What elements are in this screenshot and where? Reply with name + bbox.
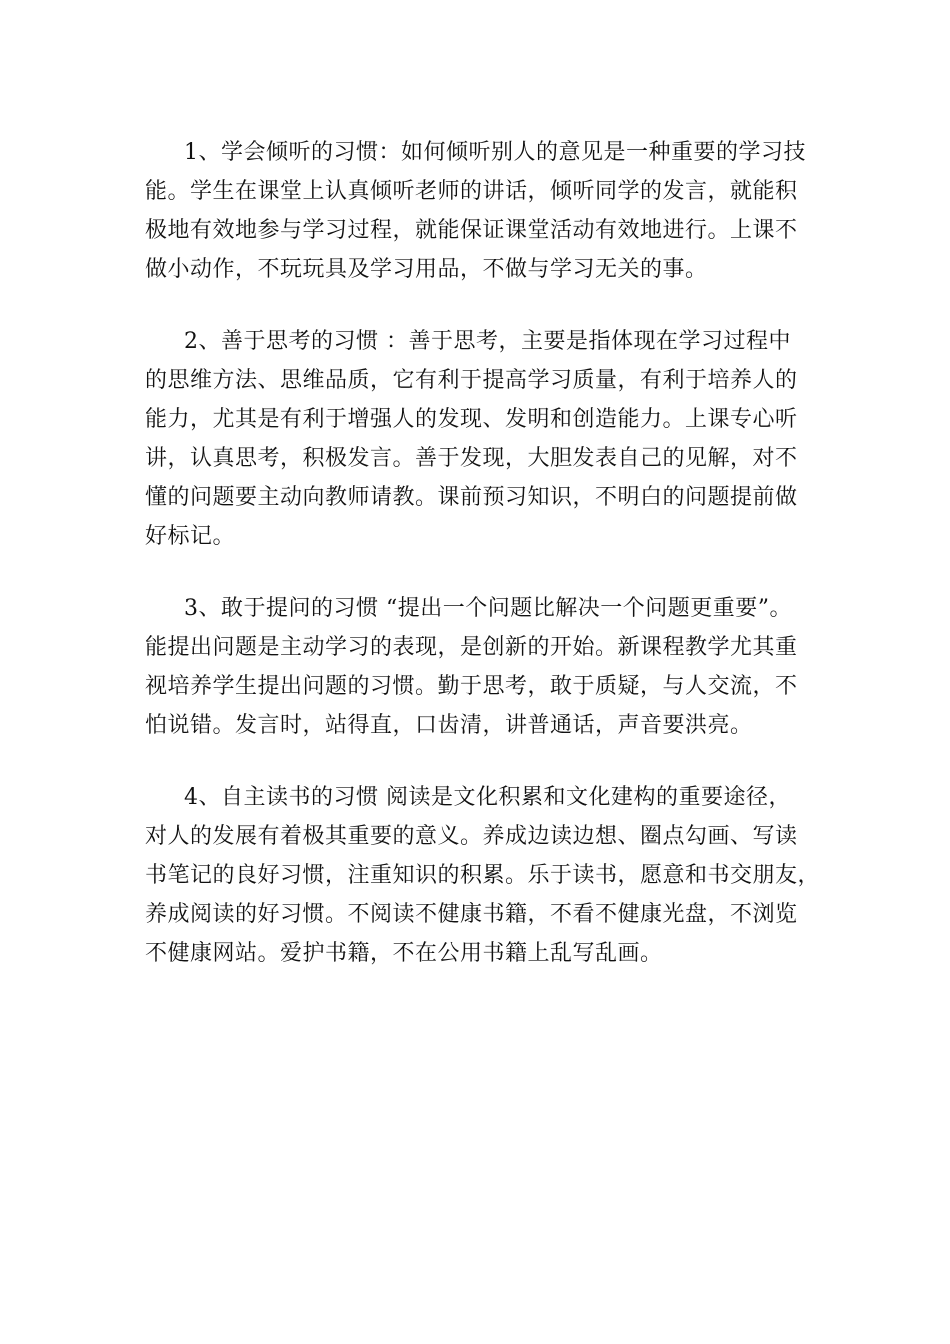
text-line: 怕说错。发言时，站得直，口齿清，讲普通话，声音要洪亮。 xyxy=(145,713,753,738)
text-line: 2、善于思考的习惯 ：善于思考，主要是指体现在学习过程中 xyxy=(184,329,791,354)
text-line: 好标记。 xyxy=(145,524,236,549)
text-line: 4、自主读书的习惯 阅读是文化积累和文化建构的重要途径， xyxy=(184,785,791,810)
text-line: 养成阅读的好习惯。不阅读不健康书籍，不看不健康光盘，不浏览 xyxy=(145,902,798,927)
text-line: 能力，尤其是有利于增强人的发现、发明和创造能力。上课专心听 xyxy=(145,407,798,432)
document-page xyxy=(145,133,821,1006)
text-line: 懂的问题要主动向教师请教。课前预习知识，不明白的问题提前做 xyxy=(145,485,798,510)
text-line: 能提出问题是主动学习的表现，是创新的开始。新课程教学尤其重 xyxy=(145,635,798,660)
text-line: 视培养学生提出问题的习惯。勤于思考，敢于质疑，与人交流，不 xyxy=(145,674,798,699)
text-line: 极地有效地参与学习过程，就能保证课堂活动有效地进行。上课不 xyxy=(145,218,798,243)
text-line: 1、学会倾听的习惯：如何倾听别人的意见是一种重要的学习技 xyxy=(184,140,806,165)
text-line: 讲，认真思考，积极发言。善于发现，大胆发表自己的见解，对不 xyxy=(145,446,798,471)
paragraph-questioning-habit xyxy=(145,589,805,745)
text-line: 对人的发展有着极其重要的意义。养成边读边想、圈点勾画、写读 xyxy=(145,824,798,849)
text-line: 3、敢于提问的习惯 “提出一个问题比解决一个问题更重要”。 xyxy=(184,596,792,621)
paragraph-reading-habit xyxy=(145,778,821,973)
text-line: 不健康网站。爱护书籍，不在公用书籍上乱写乱画。 xyxy=(145,941,663,966)
text-line: 做小动作，不玩玩具及学习用品，不做与学习无关的事。 xyxy=(145,257,708,282)
paragraph-thinking-habit xyxy=(145,322,805,556)
text-line: 能。学生在课堂上认真倾听老师的讲话，倾听同学的发言，就能积 xyxy=(145,179,798,204)
text-line: 的思维方法、思维品质，它有利于提高学习质量，有利于培养人的 xyxy=(145,368,798,393)
text-line: 书笔记的良好习惯，注重知识的积累。乐于读书，愿意和书交朋友， xyxy=(145,863,821,888)
paragraph-listening-habit xyxy=(145,133,805,289)
